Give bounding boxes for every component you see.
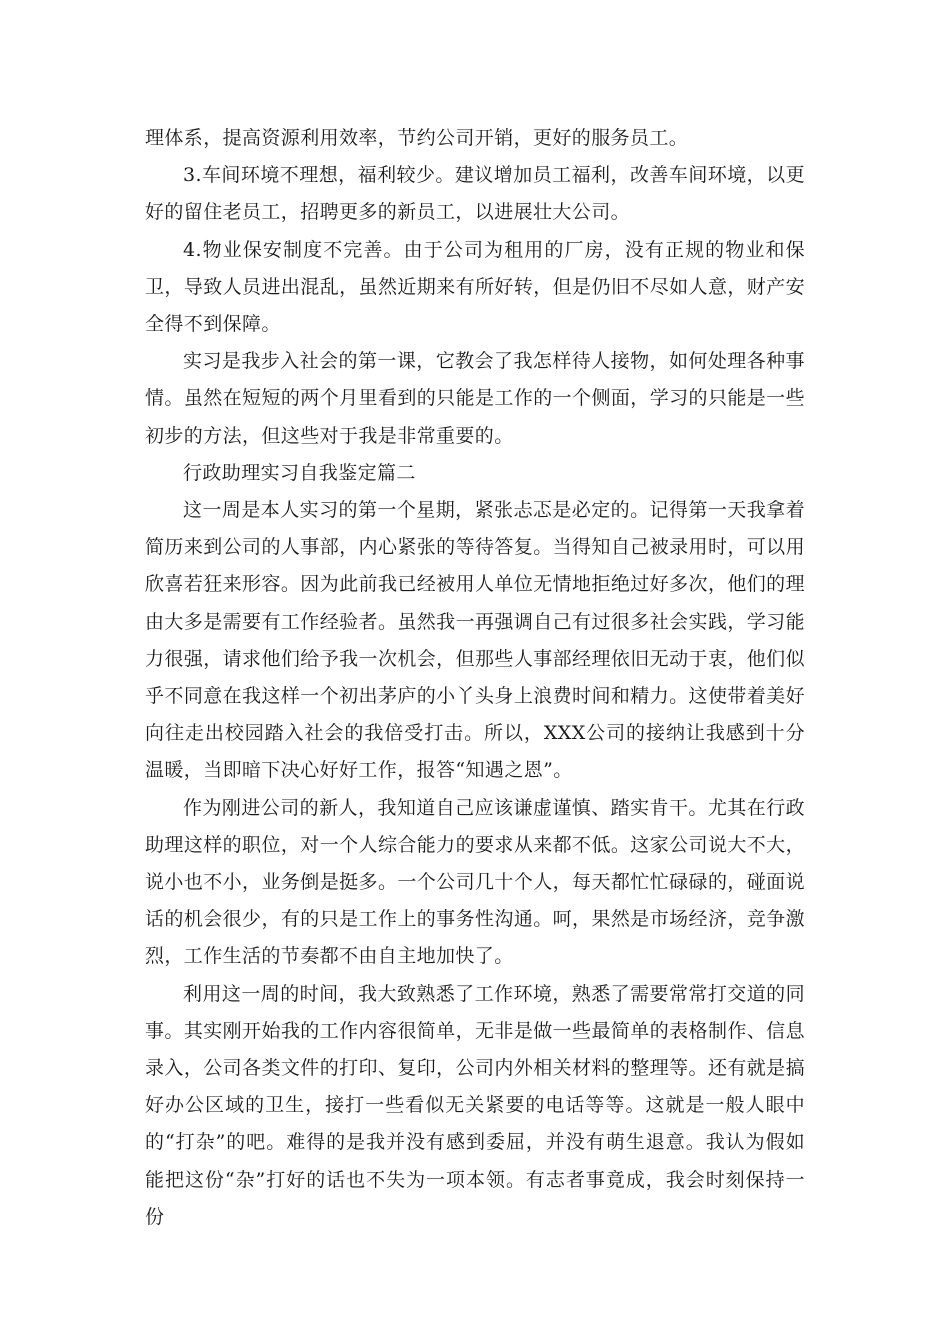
document-body xyxy=(145,120,805,1236)
paragraph-item-3-workshop-environment: 3.车间环境不理想，福利较少。建议增加员工福利，改善车间环境，以更好的留住老员工，招聘更多的新员工，以进展壮大公司。 xyxy=(145,164,805,224)
paragraph-new-employee: 作为刚进公司的新人，我知道自己应该谦虚谨慎、踏实肯干。尤其在行政助理这样的职位，对一个人综合能力的要求从来都不低。这家公司说大不大，说小也不小，业务倒是挺多。一个公司几十个人，每天都忙忙碌碌的，碰面说话的机会很少，有的只是工作上的事务性沟通。呵，果然是市场经济，竞争激烈，工作生活的节奏都不由自主地加快了。 xyxy=(145,796,805,968)
paragraph-item-4-property-security: 4.物业保安制度不完善。由于公司为租用的厂房，没有正规的物业和保卫，导致人员进出混乱，虽然近期来有所好转，但是仍旧不尽如人意，财产安全得不到保障。 xyxy=(145,238,805,336)
paragraph-first-week: 这一周是本人实习的第一个星期，紧张忐忑是必定的。记得第一天我拿着简历来到公司的人事部，内心紧张的等待答复。当得知自己被录用时，可以用欣喜若狂来形容。因为此前我已经被用人单位无情地拒绝过好多次，他们的理由大多是需要有工作经验者。虽然我一再强调自己有过很多社会实践，学习能力很强，请求他们给予我一次机会，但那些人事部经理依旧无动于衷，他们似乎不同意在我这样一个初出茅庐的小丫头身上浪费时间和精力。这使带着美好向往走出校园踏入社会的我倍受打击。所以，XXX公司的接纳让我感到十分温暖，当即暗下决心好好工作，报答“知遇之恩”。 xyxy=(145,499,805,782)
paragraph-continued-management-system: 理体系，提高资源利用效率，节约公司开销，更好的服务员工。 xyxy=(145,127,689,149)
paragraph-familiarize-environment: 利用这一周的时间，我大致熟悉了工作环境，熟悉了需要常常打交道的同事。其实刚开始我的工作内容很简单，无非是做一些最简单的表格制作、信息录入，公司各类文件的打印、复印，公司内外相关材料的整理等。还有就是搞好办公区域的卫生，接打一些看似无关紧要的电话等等。这就是一般人眼中的“打杂”的吧。难得的是我并没有感到委屈，并没有萌生退意。我认为假如能把这份“杂”打好的话也不失为一项本领。有志者事竟成，我会时刻保持一份 xyxy=(145,982,805,1228)
paragraph-internship-summary: 实习是我步入社会的第一课，它教会了我怎样待人接物，如何处理各种事情。虽然在短短的两个月里看到的只能是工作的一个侧面，学习的只能是一些初步的方法，但这些对于我是非常重要的。 xyxy=(145,350,805,447)
section-heading-part-two: 行政助理实习自我鉴定篇二 xyxy=(183,461,416,484)
